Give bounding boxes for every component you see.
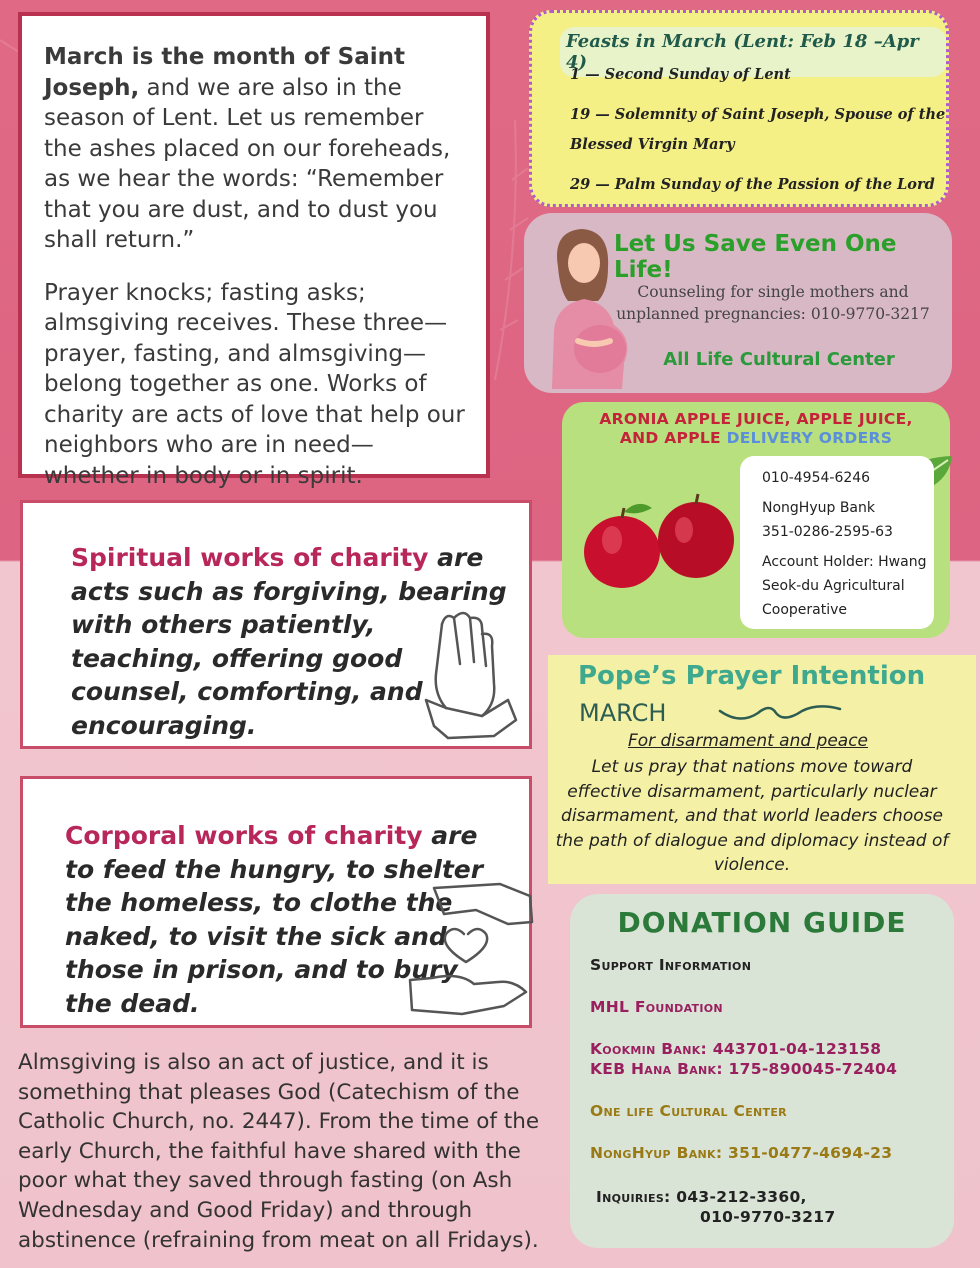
donation-box: [570, 894, 954, 1248]
apple-bank: NongHyup Bank: [762, 500, 875, 516]
pope-subtitle: For disarmament and peace: [627, 731, 869, 751]
pope-prayer-box: [548, 655, 976, 884]
pope-month: MARCH: [579, 699, 667, 727]
donation-center: One life Cultural Center: [590, 1102, 787, 1120]
donation-support: Support Information: [590, 956, 752, 974]
feast-item: 1 — Second Sunday of Lent: [570, 66, 791, 83]
apples-icon: [572, 490, 742, 600]
apple-title: [562, 410, 950, 448]
intro-paragraph-1: [44, 42, 466, 256]
donation-nonghyup: NongHyup Bank: 351-0477-4694-23: [590, 1144, 893, 1162]
save-life-box: [524, 213, 952, 393]
apple-info-card: [740, 456, 934, 629]
intro-card: [18, 12, 490, 489]
donation-foundation: MHL Foundation: [590, 998, 723, 1016]
apple-title-line2b: DELIVERY ORDERS: [726, 429, 893, 447]
donation-title: DONATION GUIDE: [617, 906, 907, 939]
apple-title-line1: ARONIA APPLE JUICE, APPLE JUICE,: [599, 410, 913, 428]
donation-inquiries-1: Inquiries: 043-212-3360,: [596, 1188, 807, 1206]
spiritual-heading: Spiritual works of charity: [71, 543, 429, 572]
donation-keb: KEB Hana Bank: 175-890045-72404: [590, 1060, 898, 1078]
apple-holder: Account Holder: Hwang Seok-du Agricultural Cooperative: [762, 554, 927, 618]
intro-rest: and we are also in the season of Lent. Let us remember the ashes placed on our foreheads, as we hear the words: “Remember that you are dust, and to dust you shall return.”: [44, 74, 451, 253]
pope-title: Pope’s Prayer Intention: [578, 661, 926, 691]
feasts-title: Feasts in March (Lent: Feb 18 –Apr 4): [560, 27, 946, 77]
donation-kookmin: Kookmin Bank: 443701-04-123158: [590, 1040, 882, 1058]
apple-account: 351-0286-2595-63: [762, 524, 893, 540]
feasts-box: [529, 10, 949, 207]
spiritual-body: are acts such as forgiving, bearing with others patiently, teaching, offering good counsel, comforting, and encouraging.: [71, 543, 507, 740]
almsgiving-paragraph: Almsgiving is also an act of justice, and it is something that pleases God (Catechism of the Catholic Church, no. 2447). From the time of the early Church, the faithful have shared with the poor what they saved through fasting (on Ash Wednesday and Good Friday) and through abstinence (refraining from meat on all Fridays).: [18, 1050, 540, 1253]
squiggle-decoration: [718, 699, 842, 727]
corporal-heading: Corporal works of charity: [65, 821, 423, 850]
apple-order-box: [562, 402, 950, 638]
save-life-center: All Life Cultural Center: [663, 349, 895, 370]
intro-lead: March is the month of Saint Joseph,: [44, 44, 405, 101]
feast-item: 29 — Palm Sunday of the Passion of the Lord: [570, 176, 935, 193]
apple-title-line2a: AND APPLE: [619, 429, 727, 447]
save-life-title: Let Us Save Even One Life!: [614, 231, 897, 283]
apple-phone: 010-4954-6246: [762, 470, 871, 486]
pope-body: Let us pray that nations move toward effective disarmament, particularly nuclear disarmament, and that world leaders choose the path of dialogue and diplomacy instead of violence.: [555, 757, 949, 875]
donation-inquiries-2: 010-9770-3217: [700, 1208, 836, 1226]
praying-hands-icon: [412, 604, 524, 746]
intro-paragraph-2: Prayer knocks; fasting asks; almsgiving receives. These three—prayer, fasting, and almsgiving—belong together as one. Works of charity are acts of love that help our neighbors who are in need—whether in body or in spirit.: [44, 279, 465, 489]
apple-title-line2: [562, 429, 950, 448]
save-life-body: Counseling for single mothers and unplanned pregnancies: 010-9770-3217: [616, 283, 930, 323]
corporal-body: are to feed the hungry, to shelter the homeless, to clothe the naked, to visit the sick and those in prison, and to bury the dead.: [65, 821, 484, 1018]
giving-hands-heart-icon: [404, 876, 538, 1024]
feast-item: 19 — Solemnity of Saint Joseph, Spouse of the: [570, 106, 946, 123]
feast-item: Blessed Virgin Mary: [570, 136, 735, 153]
